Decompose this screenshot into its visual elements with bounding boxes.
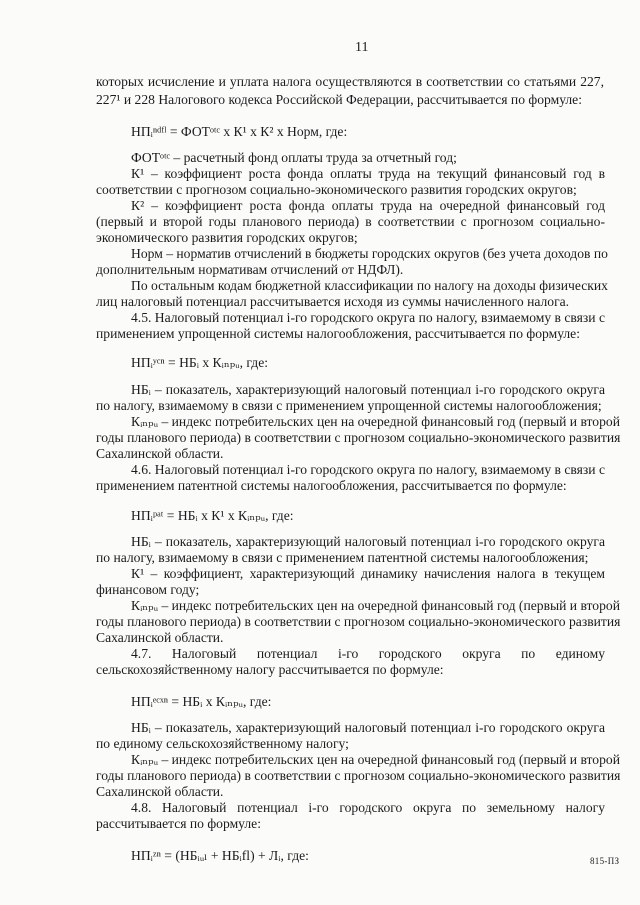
formula-zn: НПᵢᶻⁿ = (НБᵢᵤₗ + НБᵢfl) + Лᵢ, где: — [131, 848, 309, 863]
section-4-7-line-1: 4.7. Налоговый потенциал i-го городского округа по единому — [131, 646, 605, 661]
def-k2-line-3: экономического развития городских округов; — [96, 230, 358, 245]
def-kipc-eskhn-line-1: Кᵢₙₚᵤ – индекс потребительских цен на очередной финансовый год (первый и второй — [131, 752, 620, 767]
def-k1-line-2: соответствии с прогнозом социально-экономического развития городских округов; — [96, 182, 577, 197]
section-4-8-line-2: рассчитывается по формуле: — [96, 816, 261, 831]
def-k1-pat-line-2: финансовом году; — [96, 582, 200, 597]
section-4-8-line-1: 4.8. Налоговый потенциал i-го городского округа по земельному налогу — [131, 800, 605, 815]
section-4-5-line-2: применением упрощенной системы налогообложения, рассчитывается по формуле: — [96, 326, 580, 341]
def-k1-line-1: К¹ – коэффициент роста фонда оплаты труда на текущий финансовый год в — [131, 166, 605, 181]
def-k2-line-1: К² – коэффициент роста фонда оплаты труда на очередной финансовый год — [131, 198, 605, 213]
formula-pat: НПᵢᵖᵃᵗ = НБᵢ x К¹ x Кᵢₙₚᵤ, где: — [131, 508, 294, 523]
def-norm-line-1: Норм – норматив отчислений в бюджеты городских округов (без учета доходов по — [131, 246, 608, 261]
def-fot: ФОТᵒᵗᶜ – расчетный фонд оплаты труда за отчетный год; — [131, 150, 457, 165]
section-4-5-line-1: 4.5. Налоговый потенциал i-го городского округа по налогу, взимаемому в связи с — [131, 310, 605, 325]
def-k1-pat-line-1: К¹ – коэффициент, характеризующий динамику начисления налога в текущем — [131, 566, 605, 581]
def-kipc-usn-line-3: Сахалинской области. — [96, 446, 224, 461]
def-kipc-usn-line-2: годы планового периода) в соответствии с прогнозом социально-экономического развития — [96, 430, 621, 445]
page-number: 11 — [355, 40, 369, 55]
section-4-6-line-2: применением патентной системы налогообложения, рассчитывается по формуле: — [96, 478, 567, 493]
formula-ndfl: НПᵢⁿᵈᶠˡ = ФОТᵒᵗᶜ x К¹ x К² x Норм, где: — [131, 124, 348, 139]
def-kipc-usn-line-1: Кᵢₙₚᵤ – индекс потребительских цен на очередной финансовый год (первый и второй — [131, 414, 620, 429]
def-k2-line-2: (первый и второй годы планового периода) в соответствии с прогнозом социально- — [96, 214, 605, 229]
formula-usn: НПᵢʸᶜⁿ = НБᵢ x Кᵢₙₚᵤ, где: — [131, 355, 269, 370]
def-norm-line-2: дополнительным нормативам отчислений от НДФЛ). — [96, 262, 404, 277]
formula-eskhn: НПᵢᵉᶜˣⁿ = НБᵢ x Кᵢₙₚᵤ, где: — [131, 694, 272, 709]
def-kipc-pat-line-1: Кᵢₙₚᵤ – индекс потребительских цен на очередной финансовый год (первый и второй — [131, 598, 620, 613]
section-4-7-line-2: сельскохозяйственному налогу рассчитывается по формуле: — [96, 662, 444, 677]
intro-line-2: 227¹ и 228 Налогового кодекса Российской Федерации, рассчитывается по формуле: — [96, 92, 582, 107]
def-nb-usn-line-2: по налогу, взимаемому в связи с применением упрощенной системы налогообложения; — [96, 398, 602, 413]
def-kipc-eskhn-line-2: годы планового периода) в соответствии с прогнозом социально-экономического развития — [96, 768, 621, 783]
def-kipc-pat-line-3: Сахалинской области. — [96, 630, 224, 645]
def-nb-pat-line-2: по налогу, взимаемому в связи с применением патентной системы налогообложения; — [96, 550, 589, 565]
def-nb-eskhn-line-2: по единому сельскохозяйственному налогу; — [96, 736, 349, 751]
def-nb-pat-line-1: НБᵢ – показатель, характеризующий налоговый потенциал i-го городского округа — [131, 534, 605, 549]
def-nb-usn-line-1: НБᵢ – показатель, характеризующий налоговый потенциал i-го городского округа — [131, 382, 605, 397]
def-kipc-eskhn-line-3: Сахалинской области. — [96, 784, 224, 799]
other-codes-line-2: лиц налоговый потенциал рассчитывается исходя из суммы начисленного налога. — [96, 294, 570, 309]
section-4-6-line-1: 4.6. Налоговый потенциал i-го городского округа по налогу, взимаемому в связи с — [131, 462, 605, 477]
def-nb-eskhn-line-1: НБᵢ – показатель, характеризующий налоговый потенциал i-го городского округа — [131, 720, 605, 735]
intro-line-1: которых исчисление и уплата налога осуществляются в соответствии со статьями 227, — [96, 74, 604, 89]
document-code: 815-ПЗ — [590, 856, 620, 866]
def-kipc-pat-line-2: годы планового периода) в соответствии с прогнозом социально-экономического развития — [96, 614, 621, 629]
other-codes-line-1: По остальным кодам бюджетной классификации по налогу на доходы физических — [131, 278, 608, 293]
